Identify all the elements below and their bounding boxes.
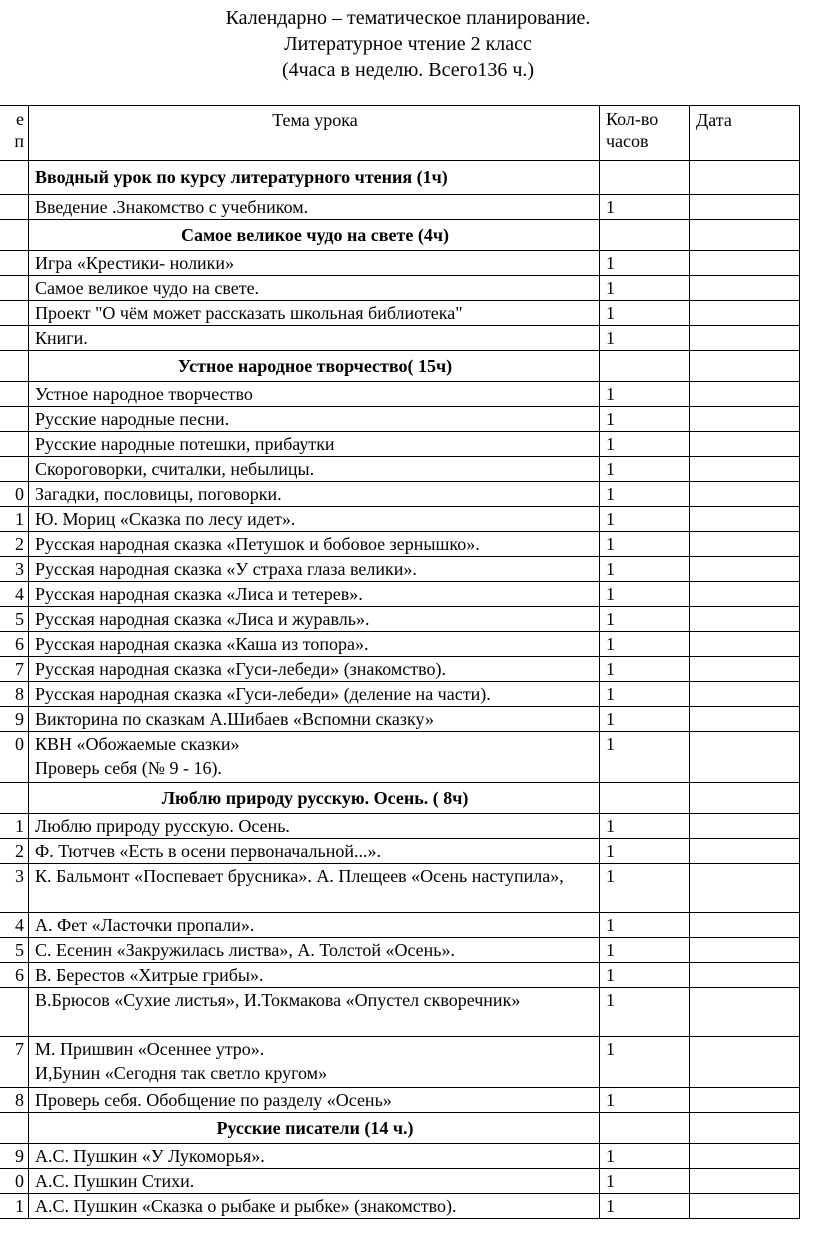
row-number: 7 bbox=[0, 657, 29, 682]
lesson-hours: 1 bbox=[600, 1144, 690, 1169]
table-row bbox=[0, 195, 800, 220]
table-row bbox=[0, 607, 800, 632]
header-number bbox=[0, 106, 29, 161]
lesson-date bbox=[690, 1037, 800, 1088]
table-row bbox=[0, 1194, 800, 1219]
lesson-hours: 1 bbox=[600, 382, 690, 407]
section-row bbox=[0, 783, 800, 814]
lesson-date bbox=[690, 963, 800, 988]
lesson-hours: 1 bbox=[600, 1088, 690, 1113]
lesson-topic: Скороговорки, считалки, небылицы. bbox=[29, 457, 600, 482]
table-row bbox=[0, 582, 800, 607]
lesson-hours: 1 bbox=[600, 913, 690, 938]
table-row bbox=[0, 632, 800, 657]
lesson-hours: 1 bbox=[600, 532, 690, 557]
row-number: 7 bbox=[0, 1037, 29, 1088]
lesson-date bbox=[690, 1088, 800, 1113]
table-row bbox=[0, 938, 800, 963]
section-title: Русские писатели (14 ч.) bbox=[29, 1113, 600, 1144]
lesson-hours: 1 bbox=[600, 557, 690, 582]
table-row bbox=[0, 482, 800, 507]
lesson-topic: В. Берестов «Хитрые грибы». bbox=[29, 963, 600, 988]
lesson-topic-line-1: М. Пришвин «Осеннее утро». bbox=[35, 1039, 265, 1059]
lesson-topic-line-1: КВН «Обожаемые сказки» bbox=[35, 734, 240, 754]
lesson-hours: 1 bbox=[600, 1194, 690, 1219]
lesson-date bbox=[690, 301, 800, 326]
table-row bbox=[0, 657, 800, 682]
lesson-hours: 1 bbox=[600, 963, 690, 988]
lesson-topic-line-2: И,Бунин «Сегодня так светло кругом» bbox=[35, 1063, 328, 1083]
lesson-hours: 1 bbox=[600, 301, 690, 326]
table-row bbox=[0, 913, 800, 938]
lesson-hours bbox=[600, 161, 690, 195]
row-number bbox=[0, 1113, 29, 1144]
lesson-hours: 1 bbox=[600, 657, 690, 682]
table-row bbox=[0, 1037, 800, 1088]
table-row bbox=[0, 407, 800, 432]
row-number: 3 bbox=[0, 557, 29, 582]
lesson-date bbox=[690, 607, 800, 632]
table-row bbox=[0, 251, 800, 276]
row-number: 6 bbox=[0, 963, 29, 988]
lesson-topic bbox=[29, 732, 600, 783]
table-row bbox=[0, 1169, 800, 1194]
lesson-hours: 1 bbox=[600, 251, 690, 276]
section-row bbox=[0, 1113, 800, 1144]
lesson-topic: Люблю природу русскую. Осень. bbox=[29, 814, 600, 839]
lesson-topic: Ф. Тютчев «Есть в осени первоначальной...». bbox=[29, 839, 600, 864]
table-row bbox=[0, 707, 800, 732]
lesson-hours: 1 bbox=[600, 195, 690, 220]
lesson-date bbox=[690, 220, 800, 251]
title-line-3: (4часа в неделю. Всего136 ч.) bbox=[281, 59, 535, 81]
lesson-date bbox=[690, 938, 800, 963]
lesson-date bbox=[690, 532, 800, 557]
lesson-topic: Проект "О чём может рассказать школьная библиотека" bbox=[29, 301, 600, 326]
lesson-topic: В.Брюсов «Сухие листья», И.Токмакова «Опустел скворечник» bbox=[29, 988, 600, 1037]
lesson-date bbox=[690, 707, 800, 732]
lesson-date bbox=[690, 432, 800, 457]
table-row bbox=[0, 432, 800, 457]
lesson-hours: 1 bbox=[600, 507, 690, 532]
lesson-hours: 1 bbox=[600, 682, 690, 707]
section-row bbox=[0, 220, 800, 251]
table-row bbox=[0, 457, 800, 482]
lesson-hours: 1 bbox=[600, 407, 690, 432]
lesson-date bbox=[690, 582, 800, 607]
row-number: 2 bbox=[0, 532, 29, 557]
lesson-date bbox=[690, 382, 800, 407]
section-title: Устное народное творчество( 15ч) bbox=[29, 351, 600, 382]
table-row bbox=[0, 682, 800, 707]
lesson-hours: 1 bbox=[600, 326, 690, 351]
row-number: 4 bbox=[0, 913, 29, 938]
table-row bbox=[0, 1088, 800, 1113]
lesson-topic: Проверь себя. Обобщение по разделу «Осень» bbox=[29, 1088, 600, 1113]
lesson-date bbox=[690, 1144, 800, 1169]
row-number bbox=[0, 301, 29, 326]
lesson-date bbox=[690, 988, 800, 1037]
lesson-date bbox=[690, 326, 800, 351]
lesson-hours: 1 bbox=[600, 432, 690, 457]
lesson-topic: С. Есенин «Закружилась листва», А. Толстой «Осень». bbox=[29, 938, 600, 963]
lesson-hours bbox=[600, 783, 690, 814]
lesson-topic-line-2: Проверь себя (№ 9 - 16). bbox=[35, 758, 222, 778]
table-row bbox=[0, 1144, 800, 1169]
lesson-date bbox=[690, 1169, 800, 1194]
row-number bbox=[0, 251, 29, 276]
lesson-topic: Русская народная сказка «Каша из топора». bbox=[29, 632, 600, 657]
lesson-topic: К. Бальмонт «Поспевает брусника». А. Плещеев «Осень наступила», bbox=[29, 864, 600, 913]
lesson-hours: 1 bbox=[600, 632, 690, 657]
row-number: 6 bbox=[0, 632, 29, 657]
lesson-topic: Русская народная сказка «У страха глаза велики». bbox=[29, 557, 600, 582]
section-title: Вводный урок по курсу литературного чтения (1ч) bbox=[29, 161, 600, 195]
lesson-topic: Ю. Мориц «Сказка по лесу идет». bbox=[29, 507, 600, 532]
row-number: 3 bbox=[0, 864, 29, 913]
lesson-date bbox=[690, 276, 800, 301]
lesson-topic: Введение .Знакомство с учебником. bbox=[29, 195, 600, 220]
title-line-2: Литературное чтение 2 класс bbox=[284, 33, 532, 55]
row-number: 5 bbox=[0, 938, 29, 963]
row-number: 9 bbox=[0, 707, 29, 732]
lesson-topic: Русская народная сказка «Петушок и бобовое зернышко». bbox=[29, 532, 600, 557]
table-row bbox=[0, 732, 800, 783]
lesson-topic: А. Фет «Ласточки пропали». bbox=[29, 913, 600, 938]
row-number bbox=[0, 195, 29, 220]
lesson-topic: Загадки, пословицы, поговорки. bbox=[29, 482, 600, 507]
lesson-topic: Игра «Крестики- нолики» bbox=[29, 251, 600, 276]
table-row bbox=[0, 326, 800, 351]
table-row bbox=[0, 963, 800, 988]
lesson-topic: Викторина по сказкам А.Шибаев «Вспомни сказку» bbox=[29, 707, 600, 732]
row-number: 2 bbox=[0, 839, 29, 864]
lesson-date bbox=[690, 195, 800, 220]
lesson-hours: 1 bbox=[600, 864, 690, 913]
row-number: 1 bbox=[0, 1194, 29, 1219]
row-number: 5 bbox=[0, 607, 29, 632]
lesson-date bbox=[690, 864, 800, 913]
row-number: 1 bbox=[0, 814, 29, 839]
table-row bbox=[0, 839, 800, 864]
row-number: 8 bbox=[0, 1088, 29, 1113]
lesson-hours: 1 bbox=[600, 707, 690, 732]
header-hours bbox=[600, 106, 690, 161]
section-row bbox=[0, 351, 800, 382]
lesson-date bbox=[690, 251, 800, 276]
lesson-hours: 1 bbox=[600, 938, 690, 963]
lesson-hours bbox=[600, 220, 690, 251]
row-number bbox=[0, 276, 29, 301]
lesson-topic: Русская народная сказка «Гуси-лебеди» (знакомство). bbox=[29, 657, 600, 682]
lesson-date bbox=[690, 632, 800, 657]
row-number: 8 bbox=[0, 682, 29, 707]
lesson-topic: Русская народная сказка «Лиса и журавль». bbox=[29, 607, 600, 632]
row-number: 0 bbox=[0, 482, 29, 507]
table-header-row bbox=[0, 106, 800, 161]
row-number bbox=[0, 351, 29, 382]
lesson-date bbox=[690, 1113, 800, 1144]
lesson-date bbox=[690, 814, 800, 839]
lesson-date bbox=[690, 913, 800, 938]
lesson-topic: Устное народное творчество bbox=[29, 382, 600, 407]
row-number bbox=[0, 407, 29, 432]
lesson-hours: 1 bbox=[600, 582, 690, 607]
lesson-date bbox=[690, 1194, 800, 1219]
lesson-topic: Русская народная сказка «Гуси-лебеди» (деление на части). bbox=[29, 682, 600, 707]
lesson-date bbox=[690, 457, 800, 482]
lesson-topic: А.С. Пушкин «У Лукоморья». bbox=[29, 1144, 600, 1169]
row-number bbox=[0, 382, 29, 407]
lesson-date bbox=[690, 351, 800, 382]
lesson-plan-table bbox=[0, 105, 800, 1219]
row-number: 4 bbox=[0, 582, 29, 607]
lesson-hours: 1 bbox=[600, 607, 690, 632]
table-row bbox=[0, 276, 800, 301]
section-title: Самое великое чудо на свете (4ч) bbox=[29, 220, 600, 251]
table-row bbox=[0, 507, 800, 532]
lesson-date bbox=[690, 732, 800, 783]
lesson-hours: 1 bbox=[600, 1169, 690, 1194]
lesson-hours: 1 bbox=[600, 988, 690, 1037]
lesson-topic: Русские народные песни. bbox=[29, 407, 600, 432]
table-row bbox=[0, 988, 800, 1037]
lesson-hours: 1 bbox=[600, 732, 690, 783]
lesson-topic: А.С. Пушкин Стихи. bbox=[29, 1169, 600, 1194]
lesson-topic: Самое великое чудо на свете. bbox=[29, 276, 600, 301]
row-number bbox=[0, 220, 29, 251]
lesson-topic: Русские народные потешки, прибаутки bbox=[29, 432, 600, 457]
row-number: 0 bbox=[0, 732, 29, 783]
lesson-date bbox=[690, 407, 800, 432]
row-number bbox=[0, 457, 29, 482]
row-number bbox=[0, 988, 29, 1037]
row-number: 9 bbox=[0, 1144, 29, 1169]
lesson-hours: 1 bbox=[600, 482, 690, 507]
header-number-bottom: п bbox=[14, 131, 24, 151]
lesson-date bbox=[690, 161, 800, 195]
lesson-hours: 1 bbox=[600, 839, 690, 864]
section-title: Люблю природу русскую. Осень. ( 8ч) bbox=[29, 783, 600, 814]
lesson-hours: 1 bbox=[600, 276, 690, 301]
row-number: 1 bbox=[0, 507, 29, 532]
lesson-topic bbox=[29, 1037, 600, 1088]
row-number bbox=[0, 432, 29, 457]
table-row bbox=[0, 382, 800, 407]
lesson-topic: Книги. bbox=[29, 326, 600, 351]
lesson-hours bbox=[600, 1113, 690, 1144]
header-hours-label: Кол-во часов bbox=[606, 109, 659, 151]
lesson-hours: 1 bbox=[600, 457, 690, 482]
header-number-top: е bbox=[16, 109, 24, 129]
title-line-1: Календарно – тематическое планирование. bbox=[225, 7, 591, 29]
section-row bbox=[0, 161, 800, 195]
table-row bbox=[0, 301, 800, 326]
lesson-hours: 1 bbox=[600, 1037, 690, 1088]
row-number bbox=[0, 161, 29, 195]
lesson-date bbox=[690, 507, 800, 532]
lesson-topic: А.С. Пушкин «Сказка о рыбаке и рыбке» (знакомство). bbox=[29, 1194, 600, 1219]
row-number: 0 bbox=[0, 1169, 29, 1194]
table-row bbox=[0, 814, 800, 839]
lesson-date bbox=[690, 783, 800, 814]
header-topic: Тема урока bbox=[29, 106, 600, 161]
lesson-date bbox=[690, 682, 800, 707]
table-row bbox=[0, 864, 800, 913]
lesson-date bbox=[690, 839, 800, 864]
lesson-topic: Русская народная сказка «Лиса и тетерев». bbox=[29, 582, 600, 607]
lesson-hours bbox=[600, 351, 690, 382]
row-number bbox=[0, 783, 29, 814]
lesson-date bbox=[690, 482, 800, 507]
table-row bbox=[0, 532, 800, 557]
lesson-date bbox=[690, 557, 800, 582]
header-date: Дата bbox=[690, 106, 800, 161]
lesson-date bbox=[690, 657, 800, 682]
lesson-hours: 1 bbox=[600, 814, 690, 839]
table-row bbox=[0, 557, 800, 582]
row-number bbox=[0, 326, 29, 351]
